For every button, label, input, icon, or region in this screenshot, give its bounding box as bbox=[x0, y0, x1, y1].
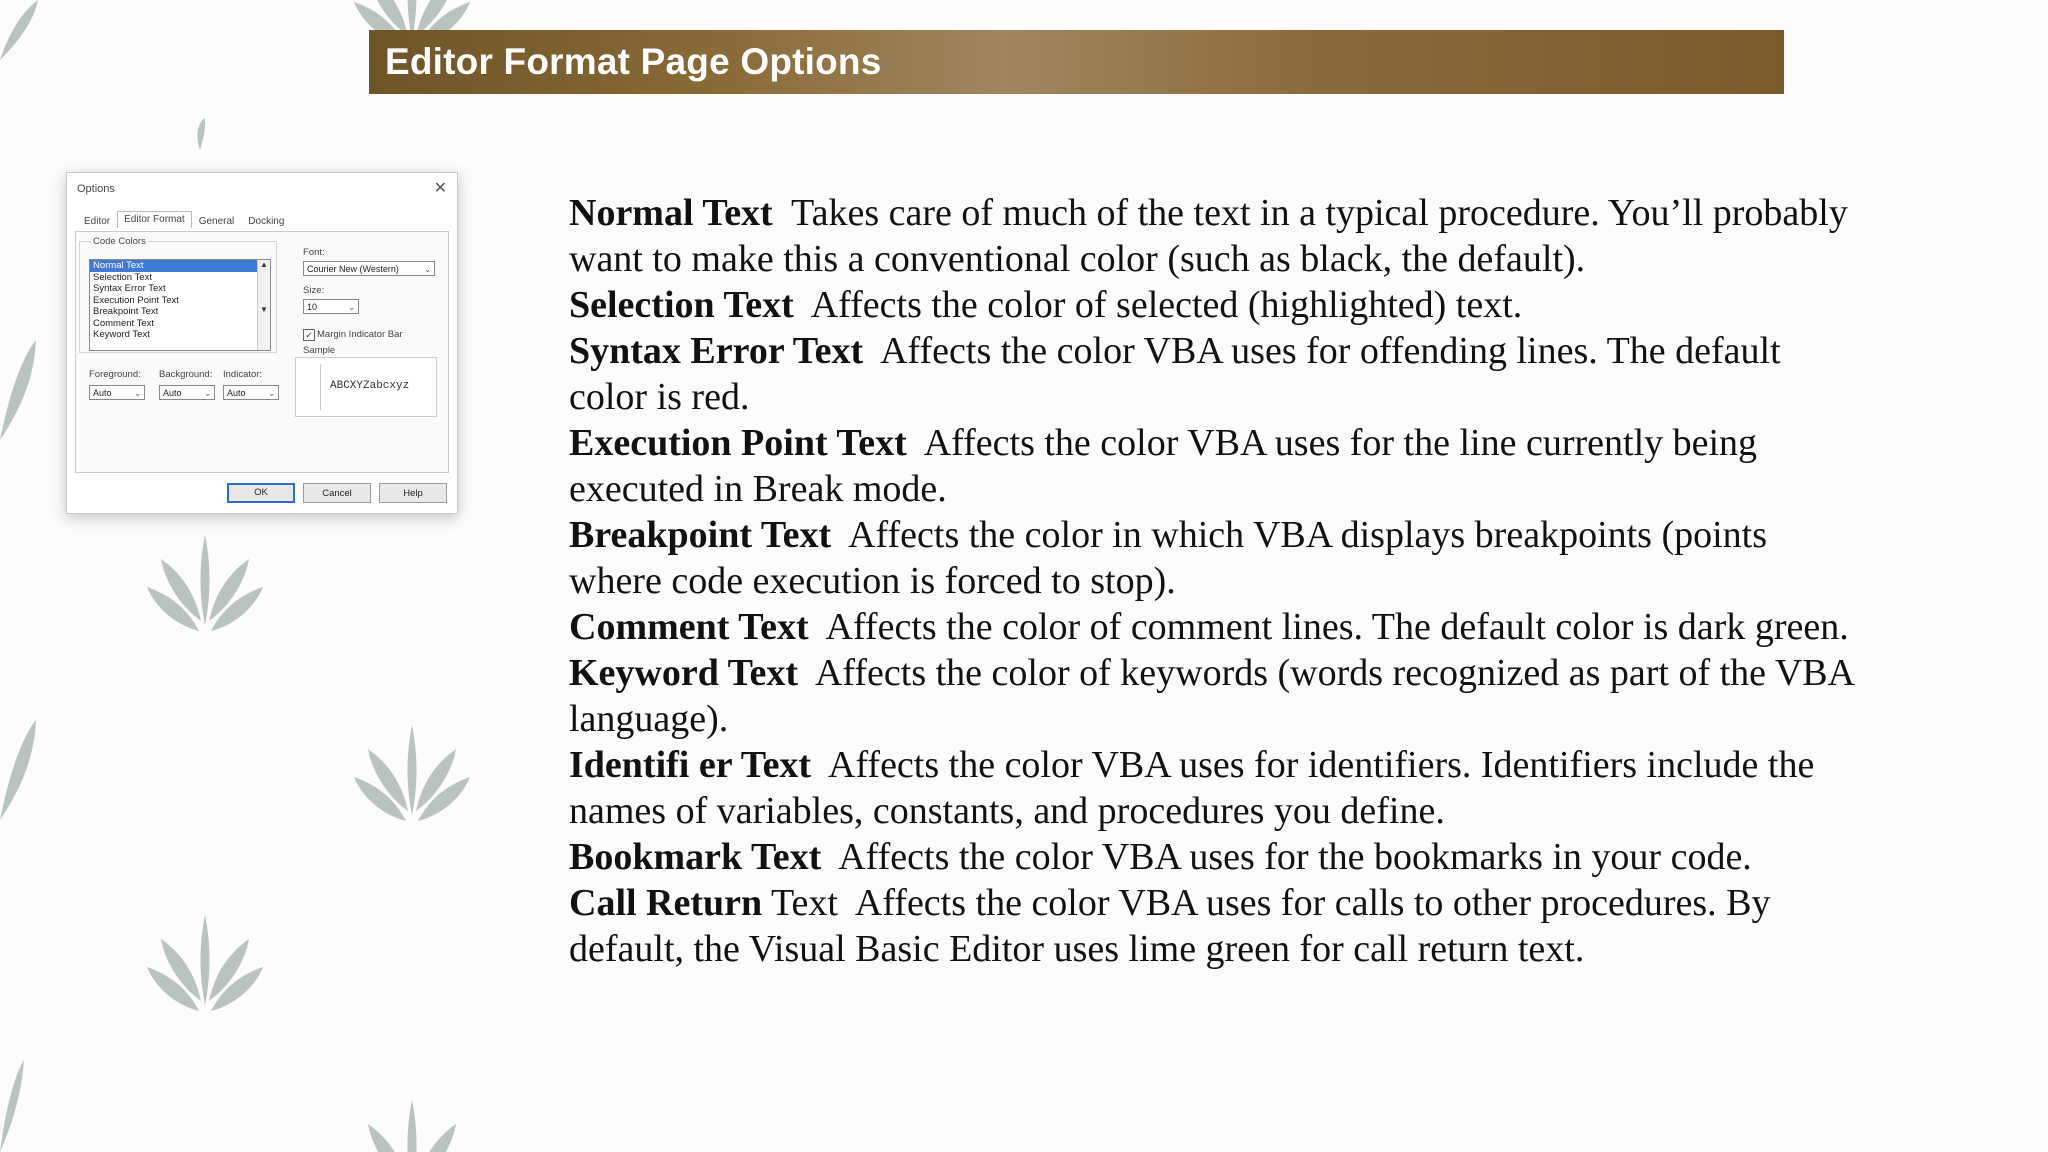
definition-entry bbox=[569, 834, 1854, 880]
sample-margin-bar bbox=[304, 364, 321, 410]
list-item[interactable]: Comment Text bbox=[93, 317, 155, 329]
list-item[interactable]: Keyword Text bbox=[93, 329, 150, 340]
foreground-select[interactable] bbox=[89, 385, 145, 400]
title-bar bbox=[369, 30, 1784, 94]
definition-entry bbox=[569, 742, 1854, 834]
definition-term: Identifi er Text bbox=[569, 744, 812, 786]
definition-entry bbox=[569, 328, 1854, 420]
list-item[interactable]: Syntax Error Text bbox=[93, 283, 166, 294]
size-label: Size: bbox=[303, 285, 325, 296]
close-icon[interactable]: ✕ bbox=[433, 180, 447, 197]
ok-button[interactable]: OK bbox=[227, 483, 295, 503]
list-scrollbar[interactable]: ▲ ▼ bbox=[257, 260, 270, 350]
code-colors-list[interactable] bbox=[89, 259, 271, 351]
definition-text: Affects the color VBA uses for identifiers. Identifiers include the names of variables, constants, and procedures you define. bbox=[569, 744, 1815, 832]
definition-text: Affects the color VBA uses for offending lines. The default color is red. bbox=[569, 330, 1781, 418]
definition-text: Affects the color of comment lines. The default color is dark green. bbox=[825, 606, 1849, 648]
definition-term: Normal Text bbox=[569, 192, 773, 234]
definition-text: Affects the color in which VBA displays breakpoints (points where code execution is forced to stop). bbox=[569, 514, 1768, 602]
definition-entry bbox=[569, 650, 1854, 742]
definition-term: Call Return bbox=[569, 882, 763, 924]
tab-docking[interactable]: Docking bbox=[248, 216, 285, 227]
sample-label: Sample bbox=[303, 345, 336, 356]
size-select[interactable] bbox=[303, 299, 359, 314]
definition-term: Selection Text bbox=[569, 284, 794, 326]
definition-term-plain: Text bbox=[770, 882, 838, 924]
background-select[interactable] bbox=[159, 385, 215, 400]
definition-entry bbox=[569, 282, 1854, 328]
definition-entry bbox=[569, 420, 1854, 512]
tab-editor[interactable]: Editor bbox=[84, 216, 111, 227]
sample-text: ABCXYZabcxyz bbox=[330, 380, 410, 392]
cancel-button[interactable]: Cancel bbox=[303, 483, 371, 503]
definition-entry bbox=[569, 880, 1854, 972]
margin-indicator-label: Margin Indicator Bar bbox=[317, 329, 403, 340]
definition-entry bbox=[569, 604, 1854, 650]
foreground-label: Foreground: bbox=[89, 369, 141, 380]
options-dialog bbox=[66, 172, 458, 514]
list-item[interactable]: Execution Point Text bbox=[93, 294, 179, 306]
definition-text: Affects the color VBA uses for the line currently being executed in Break mode. bbox=[569, 422, 1758, 510]
list-item[interactable]: Selection Text bbox=[93, 271, 152, 283]
definition-text: Takes care of much of the text in a typical procedure. You’ll probably want to make this a conventional color (such as black, the default). bbox=[569, 192, 1848, 280]
sample-preview bbox=[295, 357, 437, 417]
definition-term: Keyword Text bbox=[569, 652, 799, 694]
definition-term: Comment Text bbox=[569, 606, 809, 648]
margin-indicator-checkbox[interactable]: ✓ bbox=[303, 329, 315, 341]
definition-text: Affects the color VBA uses for the bookmarks in your code. bbox=[838, 836, 1752, 878]
definition-text: Affects the color of selected (highlighted) text. bbox=[810, 284, 1523, 326]
chevron-down-icon: ⌄ bbox=[134, 389, 141, 398]
chevron-down-icon: ⌄ bbox=[268, 389, 275, 398]
chevron-down-icon: ⌄ bbox=[424, 265, 431, 274]
definitions-list bbox=[569, 190, 1854, 972]
help-button[interactable]: Help bbox=[379, 483, 447, 503]
dialog-title: Options bbox=[77, 183, 115, 195]
tab-editor-format[interactable]: Editor Format bbox=[117, 211, 192, 228]
indicator-select[interactable] bbox=[223, 385, 279, 400]
code-colors-label: Code Colors bbox=[93, 236, 146, 247]
indicator-label: Indicator: bbox=[223, 369, 263, 380]
list-item[interactable]: Normal Text bbox=[90, 260, 270, 272]
indicator-value: Auto bbox=[227, 388, 246, 398]
definition-term: Syntax Error Text bbox=[569, 330, 864, 372]
chevron-down-icon: ⌄ bbox=[348, 303, 355, 312]
definition-text: Affects the color of keywords (words recognized as part of the VBA language). bbox=[569, 652, 1853, 740]
tab-general[interactable]: General bbox=[198, 216, 235, 227]
page-title: Editor Format Page Options bbox=[385, 41, 882, 82]
font-select[interactable] bbox=[303, 261, 435, 276]
definition-term: Breakpoint Text bbox=[569, 514, 832, 556]
definition-entry bbox=[569, 190, 1854, 282]
definition-term: Execution Point Text bbox=[569, 422, 907, 464]
font-value: Courier New (Western) bbox=[307, 264, 399, 274]
font-label: Font: bbox=[303, 247, 325, 258]
definition-term: Bookmark Text bbox=[569, 836, 822, 878]
dialog-tabs bbox=[77, 213, 291, 230]
background-label: Background: bbox=[159, 369, 213, 380]
chevron-down-icon: ⌄ bbox=[204, 389, 211, 398]
definition-entry bbox=[569, 512, 1854, 604]
background-value: Auto bbox=[163, 388, 182, 398]
size-value: 10 bbox=[307, 302, 318, 312]
list-item[interactable]: Breakpoint Text bbox=[93, 306, 159, 317]
foreground-value: Auto bbox=[93, 388, 112, 398]
definition-text: Affects the color VBA uses for calls to other procedures. By default, the Visual Basic Editor uses lime green for call return text. bbox=[569, 882, 1771, 970]
